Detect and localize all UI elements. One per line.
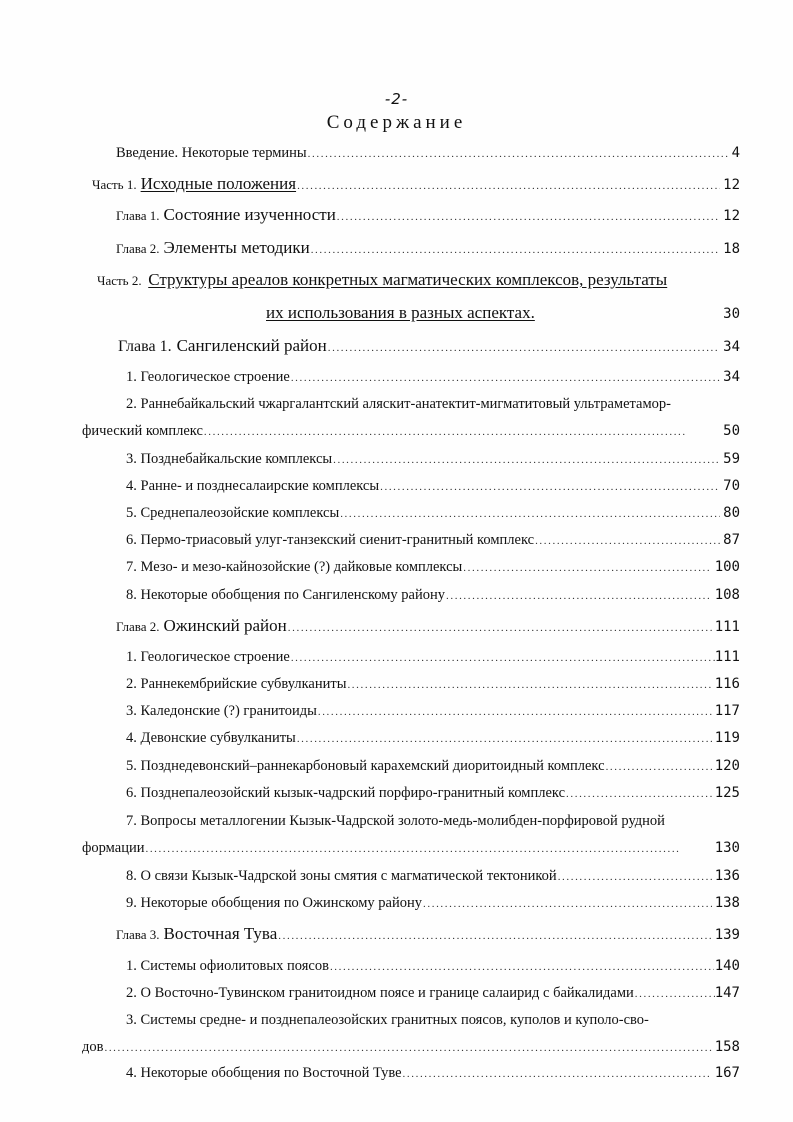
- toc-section-1-2-line2[interactable]: [82, 421, 740, 442]
- toc-entry-prefix: Часть 1.: [92, 177, 137, 192]
- toc-entry-title: Сангиленский район: [176, 336, 327, 355]
- toc-section-label: 3. Системы средне- и позднепалеозойских гранитных поясов, куполов и куполо-сво-: [126, 1012, 649, 1028]
- toc-section-1-1[interactable]: [126, 367, 740, 388]
- dot-leader: [558, 867, 712, 887]
- toc-entry-chapter3[interactable]: [116, 924, 740, 946]
- toc-page-number: 34: [723, 339, 740, 355]
- toc-section-2-1[interactable]: [126, 647, 740, 668]
- toc-section-label: 3. Каледонские (?) гранитоиды: [126, 703, 317, 719]
- dot-leader: [566, 784, 712, 804]
- toc-section-label: 2. Раннебайкальский чжаргалантский аляскит-анатектит-мигматитовый ультраметамор-: [126, 396, 671, 412]
- dot-leader: [278, 926, 711, 946]
- toc-section-label: 4. Девонские субвулканиты: [126, 730, 296, 746]
- dot-leader: [446, 586, 712, 606]
- toc-page-number: 108: [714, 587, 740, 603]
- dot-leader: [403, 1064, 712, 1084]
- toc-entry-part2-line1[interactable]: [97, 270, 667, 291]
- toc-section-3-4[interactable]: [126, 1063, 740, 1084]
- toc-section-label: 7. Мезо- и мезо-кайнозойские (?) дайковые комплексы: [126, 559, 463, 575]
- toc-section-1-4[interactable]: [126, 476, 740, 497]
- toc-section-2-7-line2[interactable]: [82, 838, 740, 859]
- toc-section-label: 6. Пермо-триасовый улуг-танзекский сиенит-гранитный комплекс: [126, 532, 535, 548]
- dot-leader: [347, 675, 711, 695]
- dot-leader: [333, 450, 720, 470]
- toc-entry-title-continued: их использования в разных аспектах.: [266, 303, 535, 322]
- toc-page-number: 130: [714, 840, 740, 856]
- toc-section-label: 3. Позднебайкальские комплексы: [126, 451, 333, 467]
- toc-entry-part1[interactable]: [92, 174, 740, 196]
- toc-section-label: 1. Системы офиолитовых поясов: [126, 958, 329, 974]
- dot-leader: [288, 618, 712, 638]
- toc-entry-prefix: Глава 2.: [116, 241, 160, 256]
- toc-page-number: 138: [714, 895, 740, 911]
- toc-section-label: 4. Некоторые обобщения по Восточной Туве: [126, 1065, 402, 1081]
- toc-entry-label: Введение. Некоторые термины: [116, 145, 307, 161]
- toc-entry-part1-chapter1[interactable]: [116, 205, 740, 227]
- toc-section-2-9[interactable]: [126, 893, 740, 914]
- toc-entry-title: Исходные положения: [140, 174, 297, 193]
- toc-entry-title: Состояние изученности: [163, 205, 336, 224]
- toc-entry-part2-line2[interactable]: [266, 303, 740, 324]
- toc-page-number: 111: [714, 619, 740, 635]
- toc-entry-chapter1[interactable]: [118, 336, 740, 358]
- dot-leader: [535, 531, 720, 551]
- toc-section-2-7-line1[interactable]: [126, 811, 665, 831]
- toc-entry-prefix: Часть 2.: [97, 273, 142, 288]
- toc-page-number: 147: [714, 985, 740, 1001]
- toc-section-label: 2. О Восточно-Тувинском гранитоидном поясе и границе салаирид с байкалидами: [126, 985, 634, 1001]
- toc-section-3-1[interactable]: [126, 956, 740, 977]
- dot-leader: [330, 957, 714, 977]
- toc-section-3-3-line1[interactable]: [126, 1010, 649, 1030]
- toc-page-number: 59: [723, 451, 740, 467]
- dot-leader: [337, 207, 720, 227]
- toc-section-label: 2. Раннекембрийские субвулканиты: [126, 676, 347, 692]
- toc-section-3-2[interactable]: [126, 983, 740, 1004]
- toc-section-2-8[interactable]: [126, 866, 740, 887]
- toc-section-label: 7. Вопросы металлогении Кызык-Чадрской золото-медь-молибден-порфировой рудной: [126, 813, 665, 829]
- toc-section-label: 5. Позднедевонский–раннекарбоновый карахемский диоритоидный комплекс: [126, 758, 605, 774]
- dot-leader: [463, 558, 711, 578]
- toc-section-label: 5. Среднепалеозойские комплексы: [126, 505, 340, 521]
- toc-section-1-2-line1[interactable]: [126, 394, 671, 414]
- toc-section-2-3[interactable]: [126, 701, 740, 722]
- toc-page-number: 50: [723, 423, 740, 439]
- toc-entry-title: Структуры ареалов конкретных магматических комплексов, результаты: [148, 270, 668, 289]
- toc-page-number: 140: [714, 958, 740, 974]
- toc-page-number: 70: [723, 478, 740, 494]
- toc-section-1-7[interactable]: [126, 557, 740, 578]
- toc-entry-title: Элементы методики: [163, 238, 310, 257]
- dot-leader: [308, 144, 729, 164]
- toc-section-label: 1. Геологическое строение: [126, 649, 290, 665]
- toc-page-number: 119: [714, 730, 740, 746]
- dot-leader: [635, 984, 715, 1004]
- dot-leader: [104, 1038, 711, 1058]
- toc-section-label: 4. Ранне- и позднесалаирские комплексы: [126, 478, 380, 494]
- dot-leader: [297, 176, 720, 196]
- dot-leader: [297, 729, 712, 749]
- toc-section-label: 9. Некоторые обобщения по Ожинскому району: [126, 895, 423, 911]
- toc-page-number: 158: [714, 1039, 740, 1055]
- toc-page-number: 139: [714, 927, 740, 943]
- toc-section-1-8[interactable]: [126, 585, 740, 606]
- page-number: -2-: [384, 90, 409, 108]
- toc-page-number: 30: [723, 306, 740, 322]
- toc-entry-title: Ожинский район: [163, 616, 287, 635]
- toc-section-label: 1. Геологическое строение: [126, 369, 290, 385]
- toc-section-1-6[interactable]: [126, 530, 740, 551]
- toc-entry-prefix: Глава 1.: [116, 208, 160, 223]
- toc-section-label: 8. Некоторые обобщения по Сангиленскому району: [126, 587, 446, 603]
- toc-page-number: 125: [714, 785, 740, 801]
- toc-page-number: 4: [731, 145, 740, 161]
- toc-entry-prefix: Глава 3.: [116, 927, 160, 942]
- toc-page-number: 120: [714, 758, 740, 774]
- toc-section-label-continued: фический комплекс: [82, 423, 203, 439]
- toc-title: Содержание: [326, 112, 467, 133]
- dot-leader: [291, 368, 720, 388]
- toc-section-label: 8. О связи Кызык-Чадрской зоны смятия с магматической тектоникой: [126, 868, 557, 884]
- toc-page-number: 18: [723, 241, 740, 257]
- toc-page-number: 116: [714, 676, 740, 692]
- toc-page-number: 80: [723, 505, 740, 521]
- toc-page-number: 100: [714, 559, 740, 575]
- toc-page-number: 136: [714, 868, 740, 884]
- toc-entry-chapter2[interactable]: [116, 616, 740, 638]
- toc-section-2-6[interactable]: [126, 783, 740, 804]
- dot-leader: [145, 839, 678, 859]
- toc-page-number: 12: [723, 208, 740, 224]
- toc-entry-title: Восточная Тува: [163, 924, 278, 943]
- toc-section-label: 6. Позднепалеозойский кызык-чадрский порфиро-гранитный комплекс: [126, 785, 566, 801]
- toc-page-number: 167: [714, 1065, 740, 1081]
- toc-page-number: 111: [714, 649, 740, 665]
- toc-entry-prefix: Глава 1.: [118, 338, 172, 355]
- dot-leader: [328, 338, 720, 358]
- toc-section-label-continued: дов: [82, 1039, 104, 1055]
- toc-section-2-4[interactable]: [126, 728, 740, 749]
- toc-entry-prefix: Глава 2.: [116, 619, 160, 634]
- toc-page-number: 117: [714, 703, 740, 719]
- dot-leader: [423, 894, 712, 914]
- dot-leader: [380, 477, 720, 497]
- toc-page-number: 12: [723, 177, 740, 193]
- toc-page-number: 34: [723, 369, 740, 385]
- toc-section-2-5[interactable]: [126, 756, 740, 777]
- dot-leader: [311, 240, 720, 260]
- toc-section-3-3-line2[interactable]: [82, 1037, 740, 1058]
- toc-entry-part1-chapter2[interactable]: [116, 238, 740, 260]
- toc-section-2-2[interactable]: [126, 674, 740, 695]
- dot-leader: [606, 757, 712, 777]
- dot-leader: [204, 422, 687, 442]
- dot-leader: [291, 648, 715, 668]
- dot-leader: [318, 702, 712, 722]
- toc-section-label-continued: формации: [82, 840, 145, 856]
- toc-section-1-3[interactable]: [126, 449, 740, 470]
- toc-entry-intro[interactable]: [116, 143, 740, 164]
- toc-section-1-5[interactable]: [126, 503, 740, 524]
- dot-leader: [340, 504, 720, 524]
- toc-page-number: 87: [723, 532, 740, 548]
